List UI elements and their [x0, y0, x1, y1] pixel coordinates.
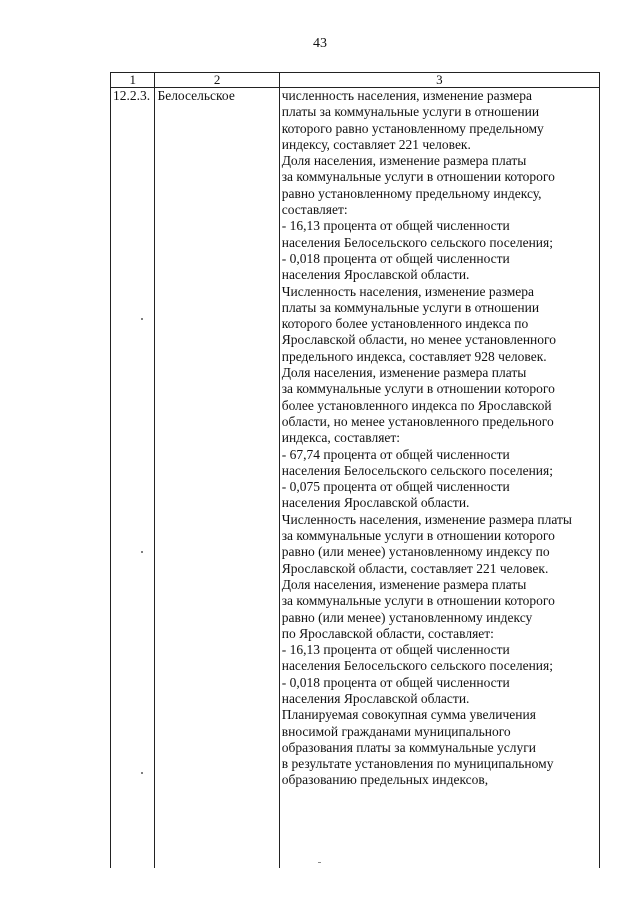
description-line: - 0,018 процента от общей численности — [281, 250, 510, 266]
description-line: населения Ярославской области. — [281, 267, 470, 283]
description-line: в результате установления по муниципальному — [281, 756, 554, 772]
description-line: за коммунальные услуги в отношении которого — [281, 593, 555, 609]
row-number-cell: 12.2.3. — [111, 88, 155, 869]
description-line: за коммунальные услуги в отношении которого — [281, 528, 555, 544]
scan-dot — [141, 772, 143, 774]
description-line: - 0,075 процента от общей численности — [281, 479, 510, 495]
description-line: населения Белосельского сельского поселения; — [281, 462, 553, 478]
description-line: которого равно установленному предельному — [281, 120, 544, 136]
description-line: Ярославской области, составляет 221 человек. — [281, 560, 549, 576]
description-line: платы за коммунальные услуги в отношении — [281, 104, 540, 120]
description-line: индексу, составляет 221 человек. — [281, 136, 471, 152]
description-line: составляет: — [281, 202, 348, 218]
page-number: 43 — [313, 36, 327, 51]
description-line: равно (или менее) установленному индексу — [281, 609, 533, 625]
scan-dot — [141, 318, 143, 320]
description-line: Планируемая совокупная сумма увеличения — [281, 707, 536, 723]
description-line: - 16,13 процента от общей численности — [281, 218, 510, 234]
description-line: более установленного индекса по Ярославской — [281, 397, 552, 413]
description-line: Численность населения, изменение размера — [281, 283, 534, 299]
description-line: за коммунальные услуги в отношении которого — [281, 169, 555, 185]
description-line: населения Белосельского сельского поселения; — [281, 234, 553, 250]
description-line: численность населения, изменение размера — [281, 88, 533, 103]
description-line: Ярославской области, но менее установленного — [281, 332, 556, 348]
description-line: вносимой гражданами муниципального — [281, 723, 511, 739]
description-line: Доля населения, изменение размера платы — [281, 365, 527, 381]
description-line: предельного индекса, составляет 928 человек. — [281, 348, 547, 364]
description-line: Численность населения, изменение размера платы — [281, 511, 572, 527]
column-header-3: 3 — [279, 73, 599, 88]
description-line: равно (или менее) установленному индексу по — [281, 544, 550, 560]
column-header-1: 1 — [111, 73, 155, 88]
description-line: платы за коммунальные услуги в отношении — [281, 299, 540, 315]
document-table — [110, 72, 600, 868]
description-line: индекса, составляет: — [281, 430, 401, 446]
description-line: - 16,13 процента от общей численности — [281, 642, 510, 658]
description-line: образованию предельных индексов, — [281, 772, 489, 788]
description-cell — [279, 88, 599, 869]
description-line: населения Ярославской области. — [281, 690, 470, 706]
table-row — [111, 88, 600, 869]
description-line: населения Белосельского сельского поселения; — [281, 658, 553, 674]
description-line: населения Ярославской области. — [281, 495, 470, 511]
description-line: по Ярославской области, составляет: — [281, 625, 494, 641]
description-line: области, но менее установленного предельного — [281, 413, 554, 429]
scan-mark — [318, 862, 321, 863]
description-line: - 67,74 процента от общей численности — [281, 446, 510, 462]
table-header-row — [111, 73, 600, 88]
description-line: равно установленному предельному индексу, — [281, 185, 542, 201]
description-line: - 0,018 процента от общей численности — [281, 674, 510, 690]
scan-dot — [141, 551, 143, 553]
description-line: образования платы за коммунальные услуги — [281, 739, 537, 755]
column-header-2: 2 — [155, 73, 279, 88]
description-line: Доля населения, изменение размера платы — [281, 576, 527, 592]
description-line: Доля населения, изменение размера платы — [281, 153, 527, 169]
description-line: которого более установленного индекса по — [281, 316, 529, 332]
settlement-name-cell: Белосельское — [155, 88, 279, 869]
description-line: за коммунальные услуги в отношении которого — [281, 381, 555, 397]
